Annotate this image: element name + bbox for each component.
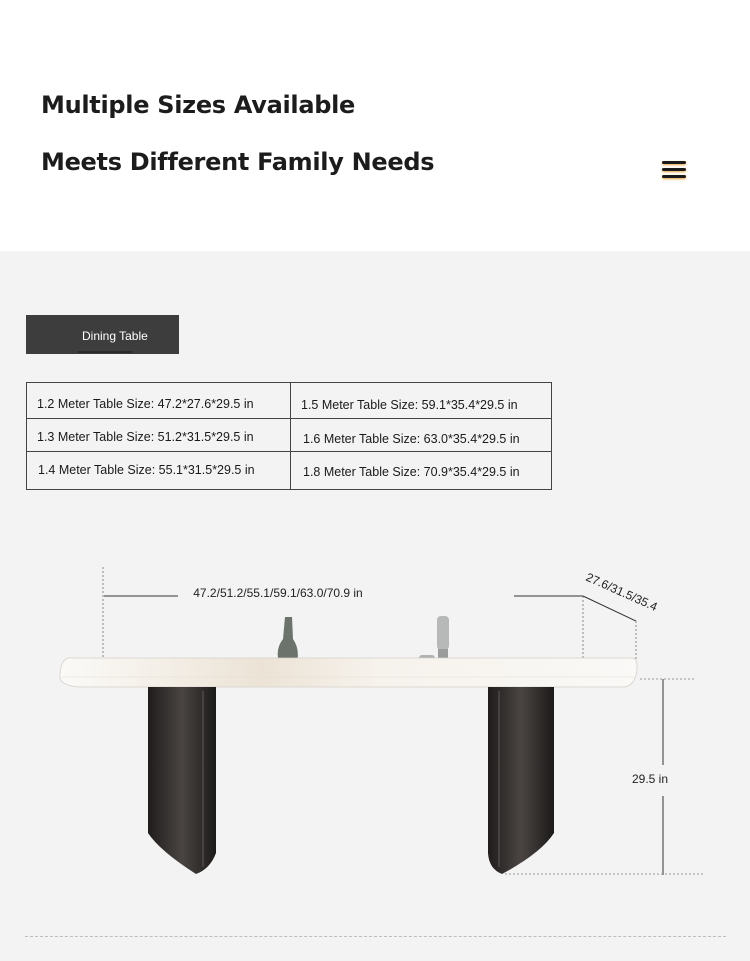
vase-left-icon [278, 617, 298, 663]
height-label: 29.5 in [631, 772, 669, 786]
table-leg-right [488, 687, 554, 874]
category-tag [26, 315, 179, 354]
size-table [26, 382, 552, 490]
table-divider-vertical [290, 383, 291, 489]
headline-family-needs: Meets Different Family Needs [41, 148, 435, 176]
header-section [0, 0, 750, 251]
size-cell-1-8m: 1.8 Meter Table Size: 70.9*35.4*29.5 in [303, 465, 520, 479]
size-cell-1-2m: 1.2 Meter Table Size: 47.2*27.6*29.5 in [37, 397, 254, 411]
table-divider-row1 [27, 418, 551, 419]
hamburger-menu-icon[interactable] [660, 158, 688, 184]
size-section [0, 251, 750, 961]
tag-underline [78, 351, 132, 353]
size-cell-1-5m: 1.5 Meter Table Size: 59.1*35.4*29.5 in [301, 398, 518, 412]
length-label: 47.2/51.2/55.1/59.1/63.0/70.9 in [193, 586, 363, 600]
table-dimension-diagram [0, 551, 750, 891]
headline-sizes: Multiple Sizes Available [41, 91, 356, 119]
size-cell-1-3m: 1.3 Meter Table Size: 51.2*31.5*29.5 in [37, 430, 254, 444]
section-divider [25, 936, 726, 937]
size-cell-1-4m: 1.4 Meter Table Size: 55.1*31.5*29.5 in [38, 463, 255, 477]
width-label: 27.6/31.5/35.4 [583, 569, 660, 614]
table-top [60, 658, 637, 687]
size-cell-1-6m: 1.6 Meter Table Size: 63.0*35.4*29.5 in [303, 432, 520, 446]
category-tag-label: Dining Table [82, 329, 148, 343]
vase-right-icon [437, 616, 449, 650]
table-leg-left [148, 687, 216, 874]
table-divider-row2 [27, 451, 551, 452]
